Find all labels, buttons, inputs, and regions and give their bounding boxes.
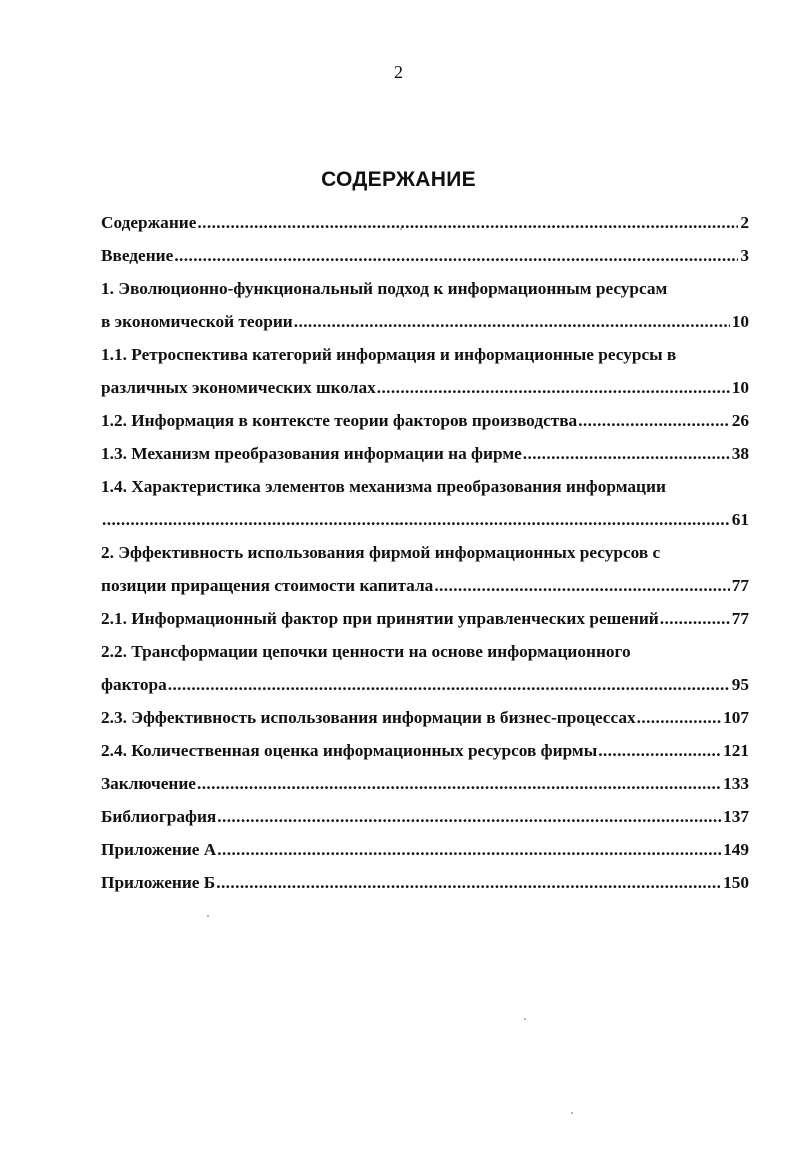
toc-entry-last-line xyxy=(101,833,749,866)
toc-entry-text: Содержание xyxy=(101,213,197,232)
toc-entry-last-line xyxy=(101,239,749,272)
toc-entry-text: 1.2. Информация в контексте теории факторов производства xyxy=(101,411,578,430)
scan-speck xyxy=(398,523,400,525)
toc-dot-leader xyxy=(216,866,721,899)
toc-dot-leader xyxy=(523,437,730,470)
toc-entry-text: Приложение Б xyxy=(101,873,216,892)
page-title: СОДЕРЖАНИЕ xyxy=(321,168,476,191)
toc-entry-text: в экономической теории xyxy=(101,312,293,331)
toc-entry-text: 1.4. Характеристика элементов механизма преобразования информации xyxy=(101,477,666,496)
toc-entry-text: 2.1. Информационный фактор при принятии управленческих решений xyxy=(101,609,659,628)
toc-entry[interactable] xyxy=(101,338,749,404)
table-of-contents xyxy=(101,206,749,899)
scan-speck xyxy=(524,1018,526,1020)
toc-entry[interactable] xyxy=(101,866,749,899)
toc-entry[interactable] xyxy=(101,272,749,338)
toc-entry[interactable] xyxy=(101,404,749,437)
page-number: 2 xyxy=(394,62,403,82)
toc-entry-last-line xyxy=(101,503,749,536)
scan-speck xyxy=(571,1112,573,1114)
toc-dot-leader xyxy=(217,800,721,833)
toc-entry-last-line xyxy=(101,371,749,404)
toc-entry[interactable] xyxy=(101,470,749,536)
toc-page-number: 10 xyxy=(731,378,749,397)
toc-page-number: 26 xyxy=(731,411,749,430)
toc-page-number: 95 xyxy=(731,675,749,694)
toc-entry-heading-line xyxy=(101,635,749,668)
toc-entry[interactable] xyxy=(101,734,749,767)
toc-dot-leader xyxy=(168,668,730,701)
toc-entry-text: Заключение xyxy=(101,774,196,793)
toc-entry-heading-line xyxy=(101,272,749,305)
toc-entry-text: 1.1. Ретроспектива категорий информация и информационные ресурсы в xyxy=(101,345,677,364)
scan-speck xyxy=(400,228,402,230)
toc-page-number: 107 xyxy=(723,708,749,727)
toc-entry[interactable] xyxy=(101,701,749,734)
toc-page-number: 77 xyxy=(731,609,749,628)
toc-entry[interactable] xyxy=(101,536,749,602)
toc-entry[interactable] xyxy=(101,833,749,866)
toc-entry-heading-line xyxy=(101,338,749,371)
toc-entry-text: 2.3. Эффективность использования информации в бизнес-процессах xyxy=(101,708,636,727)
toc-entry[interactable] xyxy=(101,602,749,635)
toc-entry-last-line xyxy=(101,569,749,602)
toc-dot-leader xyxy=(578,404,730,437)
toc-page-number: 137 xyxy=(723,807,749,826)
toc-entry-text: позиции приращения стоимости капитала xyxy=(101,576,434,595)
toc-entry-last-line xyxy=(101,701,749,734)
toc-entry-text: 1.3. Механизм преобразования информации на фирме xyxy=(101,444,522,463)
toc-page-number: 10 xyxy=(731,312,749,331)
toc-entry-text: 2.2. Трансформации цепочки ценности на основе информационного xyxy=(101,642,631,661)
toc-entry-heading-line xyxy=(101,470,749,503)
toc-entry-last-line xyxy=(101,734,749,767)
toc-entry[interactable] xyxy=(101,437,749,470)
toc-entry-last-line xyxy=(101,206,749,239)
toc-entry[interactable] xyxy=(101,767,749,800)
toc-entry-text: фактора xyxy=(101,675,167,694)
toc-page-number: 150 xyxy=(723,873,749,892)
toc-dot-leader xyxy=(660,602,730,635)
toc-page-number: 2 xyxy=(740,213,749,232)
toc-entry[interactable] xyxy=(101,800,749,833)
toc-entry-last-line xyxy=(101,800,749,833)
toc-page-number: 61 xyxy=(731,510,749,529)
toc-entry-text: 2. Эффективность использования фирмой информационных ресурсов с xyxy=(101,543,661,562)
toc-entry-text: Библиография xyxy=(101,807,217,826)
scan-speck xyxy=(207,915,209,917)
toc-page-number: 121 xyxy=(723,741,749,760)
toc-entry-text: Введение xyxy=(101,246,174,265)
toc-dot-leader xyxy=(197,767,721,800)
toc-dot-leader xyxy=(217,833,721,866)
toc-dot-leader xyxy=(598,734,721,767)
toc-dot-leader xyxy=(294,305,730,338)
toc-entry[interactable] xyxy=(101,239,749,272)
toc-dot-leader xyxy=(637,701,721,734)
toc-entry-text: Приложение А xyxy=(101,840,217,859)
toc-dot-leader xyxy=(102,503,730,536)
toc-entry-heading-line xyxy=(101,536,749,569)
toc-entry-last-line xyxy=(101,404,749,437)
toc-dot-leader xyxy=(434,569,729,602)
toc-entry-last-line xyxy=(101,602,749,635)
toc-dot-leader xyxy=(174,239,738,272)
toc-page-number: 149 xyxy=(723,840,749,859)
toc-entry-last-line xyxy=(101,305,749,338)
toc-page-number: 3 xyxy=(740,246,749,265)
toc-dot-leader xyxy=(197,206,738,239)
toc-entry[interactable] xyxy=(101,206,749,239)
toc-entry-last-line xyxy=(101,767,749,800)
toc-page-number: 77 xyxy=(731,576,749,595)
toc-dot-leader xyxy=(377,371,730,404)
toc-page-number: 133 xyxy=(723,774,749,793)
toc-entry-text: различных экономических школах xyxy=(101,378,376,397)
toc-entry[interactable] xyxy=(101,635,749,701)
toc-entry-last-line xyxy=(101,866,749,899)
toc-page-number: 38 xyxy=(731,444,749,463)
toc-entry-text: 2.4. Количественная оценка информационных ресурсов фирмы xyxy=(101,741,598,760)
toc-entry-last-line xyxy=(101,437,749,470)
toc-entry-text: 1. Эволюционно-функциональный подход к информационным ресурсам xyxy=(101,279,668,298)
toc-entry-last-line xyxy=(101,668,749,701)
